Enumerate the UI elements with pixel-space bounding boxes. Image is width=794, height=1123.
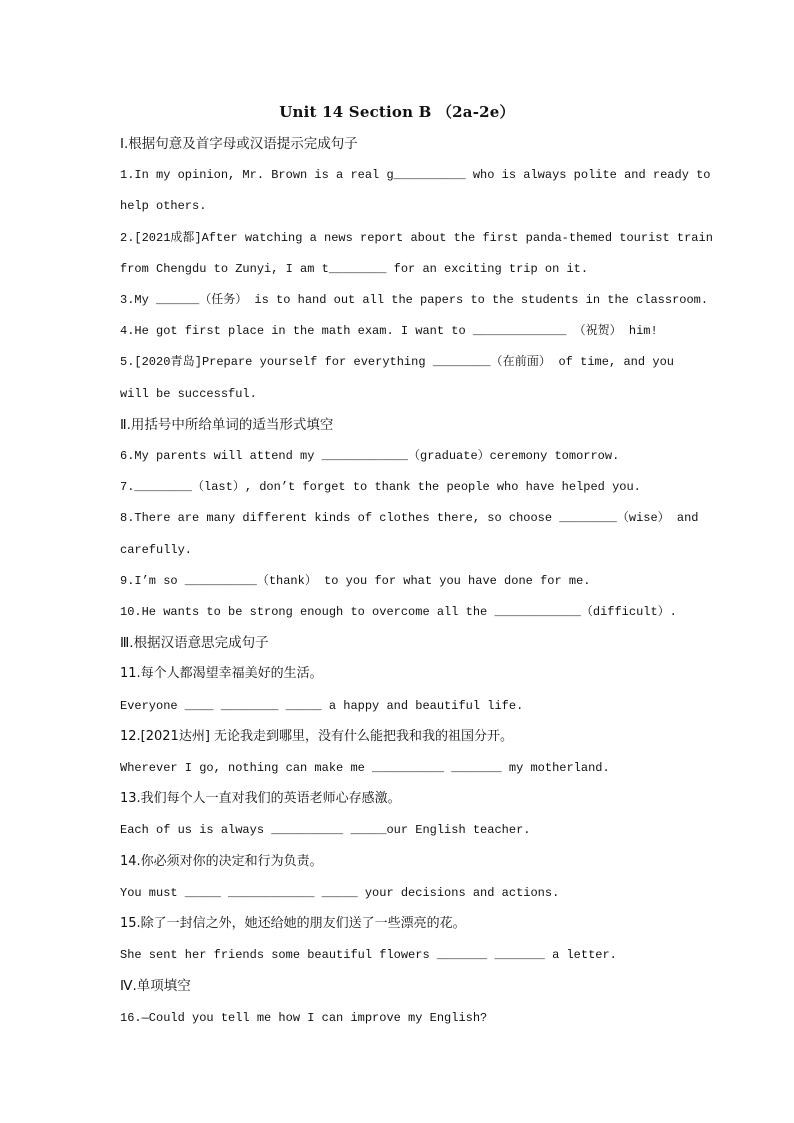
question-11-answer: Everyone ____ ________ _____ a happy and beautiful life. bbox=[120, 699, 524, 713]
section-heading-2: Ⅱ.用括号中所给单词的适当形式填空 bbox=[120, 417, 334, 433]
question-4: 4.He got first place in the math exam. I want to _____________ （祝贺） him! bbox=[120, 324, 658, 338]
question-1-line-2: help others. bbox=[120, 199, 207, 213]
question-11-prompt: 11.每个人都渴望幸福美好的生活。 bbox=[120, 666, 323, 681]
question-3: 3.My ______（任务） is to hand out all the papers to the students in the classroom. bbox=[120, 293, 709, 307]
section-heading-3: Ⅲ.根据汉语意思完成句子 bbox=[120, 635, 269, 651]
question-10: 10.He wants to be strong enough to overcome all the ____________（difficult）. bbox=[120, 605, 677, 619]
question-14-answer: You must _____ ____________ _____ your decisions and actions. bbox=[120, 886, 560, 900]
question-12-prompt: 12.[2021达州] 无论我走到哪里，没有什么能把我和我的祖国分开。 bbox=[120, 729, 514, 744]
question-5-line-1: 5.[2020青岛]Prepare yourself for everything ________（在前面） of time, and you bbox=[120, 355, 674, 369]
question-13-prompt: 13.我们每个人一直对我们的英语老师心存感激。 bbox=[120, 791, 401, 806]
page-title: Unit 14 Section B （2a-2e） bbox=[279, 103, 515, 121]
question-16: 16.—Could you tell me how I can improve my English? bbox=[120, 1011, 488, 1025]
question-15-answer: She sent her friends some beautiful flowers _______ _______ a letter. bbox=[120, 948, 617, 962]
question-14-prompt: 14.你必须对你的决定和行为负责。 bbox=[120, 854, 323, 869]
question-9: 9.I’m so __________（thank） to you for what you have done for me. bbox=[120, 574, 591, 588]
question-6: 6.My parents will attend my ____________（graduate）ceremony tomorrow. bbox=[120, 449, 620, 463]
question-12-answer: Wherever I go, nothing can make me __________ _______ my motherland. bbox=[120, 761, 610, 775]
question-15-prompt: 15.除了一封信之外，她还给她的朋友们送了一些漂亮的花。 bbox=[120, 916, 466, 931]
question-13-answer: Each of us is always __________ _____our English teacher. bbox=[120, 823, 531, 837]
question-8-line-2: carefully. bbox=[120, 543, 193, 557]
question-2-line-1: 2.[2021成都]After watching a news report about the first panda-themed tourist train bbox=[120, 231, 713, 245]
section-heading-1: Ⅰ.根据句意及首字母或汉语提示完成句子 bbox=[120, 136, 358, 152]
question-8-line-1: 8.There are many different kinds of clothes there, so choose ________（wise） and bbox=[120, 511, 699, 525]
question-2-line-2: from Chengdu to Zunyi, I am t________ for an exciting trip on it. bbox=[120, 262, 589, 276]
question-5-line-2: will be successful. bbox=[120, 387, 257, 401]
question-1-line-1: 1.In my opinion, Mr. Brown is a real g__________ who is always polite and ready to bbox=[120, 168, 711, 182]
question-7: 7.________（last）, don’t forget to thank the people who have helped you. bbox=[120, 480, 641, 494]
section-heading-4: Ⅳ.单项填空 bbox=[120, 978, 191, 994]
